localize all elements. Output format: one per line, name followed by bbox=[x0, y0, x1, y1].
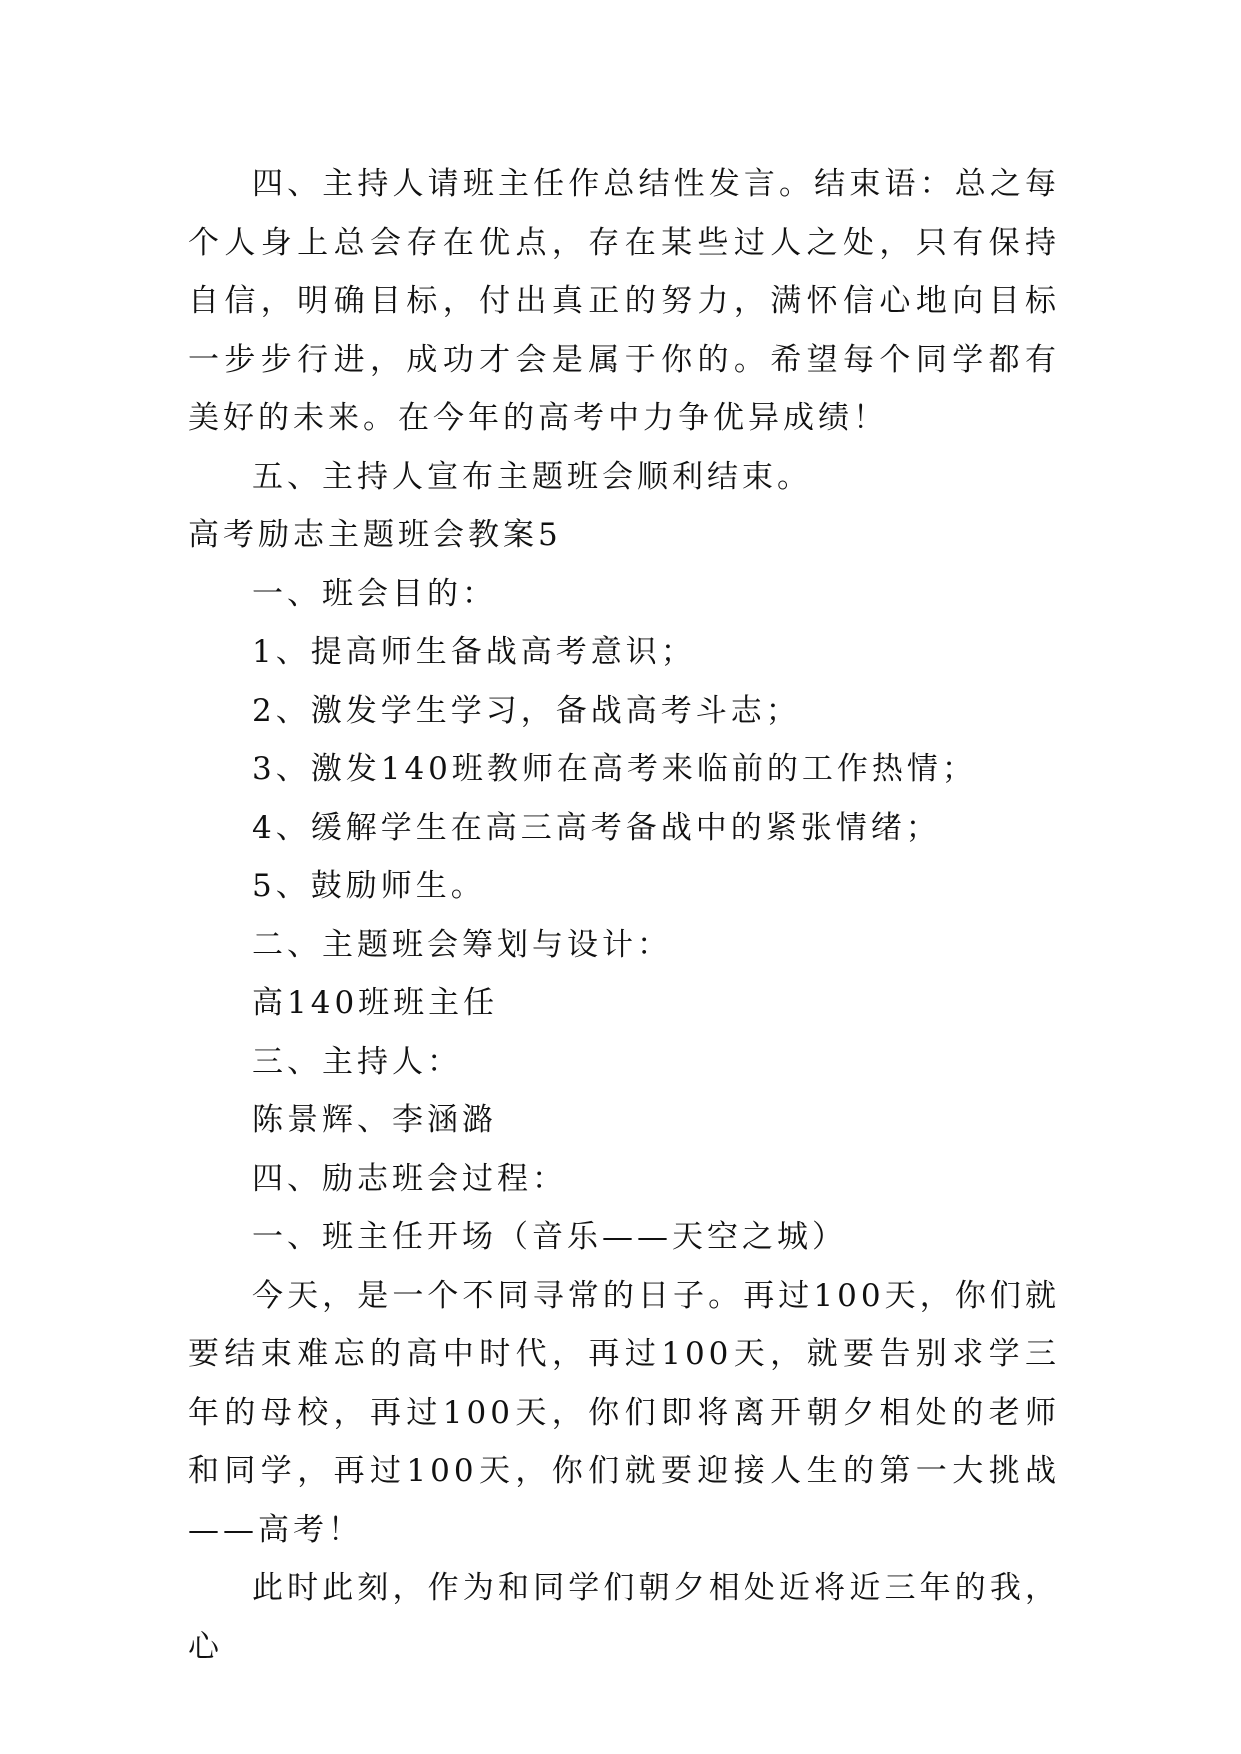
paragraph-speech-today: 今天，是一个不同寻常的日子。再过100天，你们就要结束难忘的高中时代，再过100天，就要告别求学三年的母校，再过100天，你们即将离开朝夕相处的老师和同学，再过100天，你们就要迎接人生的第一大挑战——高考！ bbox=[188, 1277, 1060, 1548]
list-item-3: 3、激发140班教师在高考来临前的工作热情； bbox=[252, 751, 977, 787]
paragraph-closing-remarks: 四、主持人请班主任作总结性发言。结束语：总之每个人身上总会存在优点，存在某些过人之处，只有保持自信，明确目标，付出真正的努力，满怀信心地向目标一步步行进，成功才会是属于你的。希望每个同学都有美好的未来。在今年的高考中力争优异成绩！ bbox=[188, 166, 1060, 436]
list-item-5: 5、鼓励师生。 bbox=[252, 868, 486, 904]
list-item-4: 4、缓解学生在高三高考备战中的紧张情绪； bbox=[252, 809, 941, 846]
paragraph-meeting-purpose: 一、班会目的： bbox=[252, 575, 497, 612]
paragraph-host-announces-end: 五、主持人宣布主题班会顺利结束。 bbox=[252, 458, 812, 495]
document-body bbox=[188, 155, 1060, 1676]
paragraph-speech-continuation: 此时此刻，作为和同学们朝夕相处近将近三年的我，心 bbox=[188, 1570, 1060, 1665]
paragraph-opening: 一、班主任开场（音乐——天空之城） bbox=[252, 1219, 847, 1255]
paragraph-class-teacher: 高140班班主任 bbox=[252, 985, 499, 1021]
list-item-2: 2、激发学生学习，备战高考斗志； bbox=[252, 692, 801, 729]
paragraph-hosts-heading: 三、主持人： bbox=[252, 1043, 462, 1080]
list-item-1: 1、提高师生备战高考意识； bbox=[252, 634, 696, 670]
paragraph-planning-design: 二、主题班会筹划与设计： bbox=[252, 926, 672, 963]
paragraph-host-names: 陈景辉、李涵潞 bbox=[252, 1102, 497, 1138]
section-title: 高考励志主题班会教案5 bbox=[188, 517, 562, 553]
paragraph-process-heading: 四、励志班会过程： bbox=[252, 1160, 567, 1197]
